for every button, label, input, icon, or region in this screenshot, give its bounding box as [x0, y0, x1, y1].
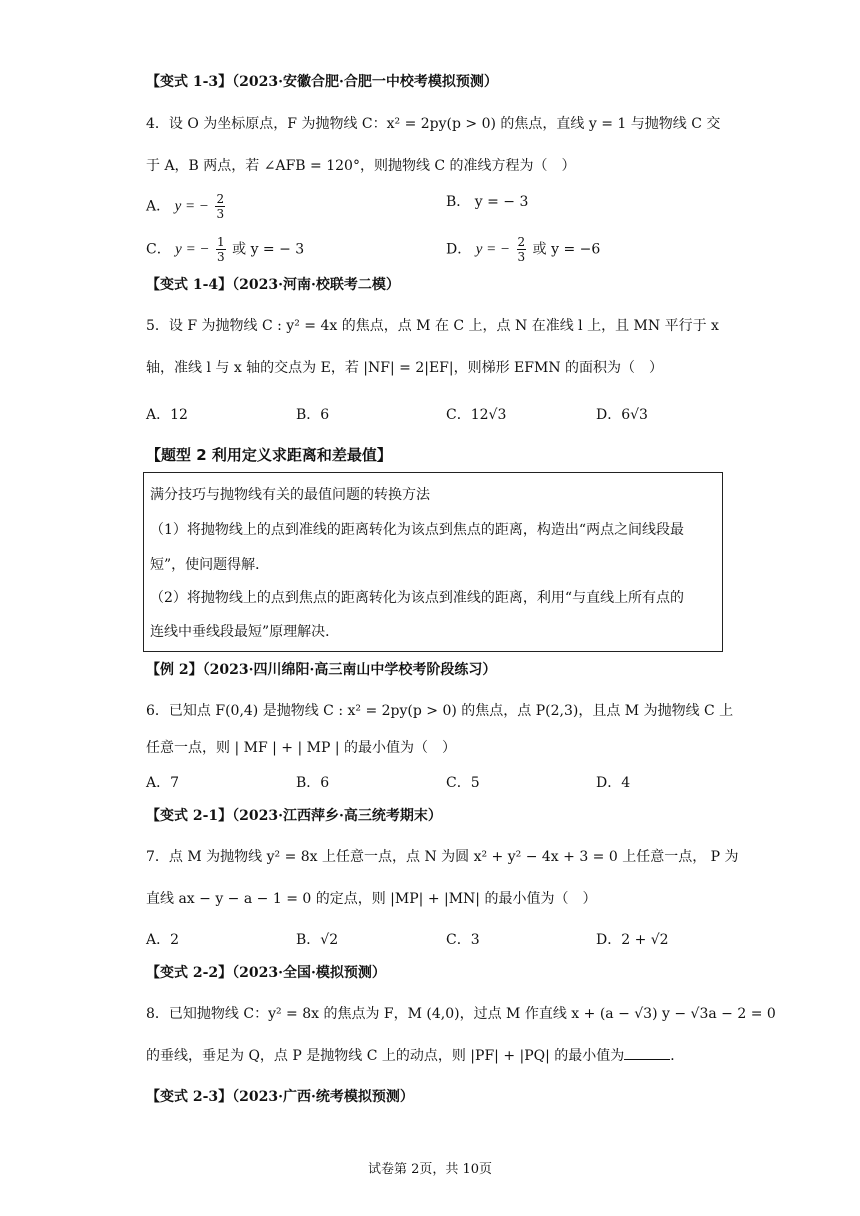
tip-1-line-1: （1）将抛物线上的点到准线的距离转化为该点到焦点的距离，构造出“两点之间线段最: [150, 522, 685, 538]
question-5-line-2: 轴，准线 l 与 x 轴的交点为 E，若 |NF| = 2|EF|，则梯形 EFMN 的面积为（ ）: [146, 360, 664, 376]
tip-2-line-2: 连线中垂线段最短”原理解决．: [150, 624, 340, 640]
fraction: $\frac{1}{3}$: [217, 235, 225, 264]
question-4-option-a: A． y = − $\frac{2}{3}$: [146, 192, 225, 221]
question-5-option-a: A．12: [146, 407, 188, 423]
tip-1-line-2: 短”，使问题得解．: [150, 557, 270, 573]
question-6-option-a: A．7: [146, 775, 180, 791]
section-title-type-2: 【题型 2 利用定义求距离和差最值】: [146, 446, 392, 464]
tip-2-line-1: （2）将抛物线上的点到焦点的距离转化为该点到准线的距离，利用“与直线上所有点的: [150, 590, 685, 606]
question-5-line-1: 5．设 F 为抛物线 C : y² = 4x 的焦点，点 M 在 C 上，点 N 在准线 l 上，且 MN 平行于 x: [146, 318, 719, 334]
question-7-line-1: 7．点 M 为抛物线 y² = 8x 上任意一点，点 N 为圆 x² + y² − 4x + 3 = 0 上任意一点， P 为: [146, 849, 739, 865]
variant-1-4-label: 【变式 1-4】（2023·河南·校联考二模）: [146, 277, 400, 293]
question-6-line-1: 6．已知点 F(0,4) 是抛物线 C : x² = 2py(p > 0) 的焦点，点 P(2,3)，且点 M 为抛物线 C 上: [146, 703, 734, 719]
question-4-option-d: D． y = − $\frac{2}{3}$ 或 y = −6: [446, 235, 601, 264]
question-7-line-2: 直线 ax − y − a − 1 = 0 的定点，则 |MP| + |MN| 的最小值为（ ）: [146, 891, 597, 907]
question-5-option-c: C．12√3: [446, 407, 507, 423]
tip-box: [143, 472, 723, 652]
page-footer: 试卷第 2页，共 10页: [367, 1162, 493, 1177]
question-6-line-2: 任意一点，则 | MF | + | MP | 的最小值为（ ）: [146, 740, 457, 756]
question-8-line-1: 8．已知抛物线 C：y² = 8x 的焦点为 F，M (4,0)，过点 M 作直线 x + (a − √3) y − √3a − 2 = 0: [146, 1006, 776, 1022]
question-6-option-b: B．6: [296, 775, 330, 791]
variant-2-2-label: 【变式 2-2】（2023·全国·模拟预测）: [146, 965, 386, 981]
question-5-option-b: B．6: [296, 407, 330, 423]
variant-1-3-label: 【变式 1-3】（2023·安徽合肥·合肥一中校考模拟预测）: [146, 74, 498, 90]
question-6-option-c: C．5: [446, 775, 480, 791]
fraction: $\frac{2}{3}$: [517, 235, 526, 264]
tip-title: 满分技巧与抛物线有关的最值问题的转换方法: [150, 487, 430, 503]
fraction: $\frac{2}{3}$: [216, 192, 225, 221]
question-5-option-d: D．6√3: [596, 407, 648, 423]
variant-2-3-label: 【变式 2-3】（2023·广西·统考模拟预测）: [146, 1089, 414, 1105]
question-6-option-d: D．4: [596, 775, 631, 791]
question-7-option-b: B．√2: [296, 932, 339, 948]
question-4-line-2: 于 A，B 两点，若 ∠AFB = 120°，则抛物线 C 的准线方程为（ ）: [146, 158, 576, 174]
answer-blank[interactable]: [624, 1045, 670, 1060]
question-8-line-2: 的垂线，垂足为 Q，点 P 是抛物线 C 上的动点，则 |PF| + |PQ| 的最小值为 ．: [146, 1045, 684, 1066]
question-7-option-d: D．2 + √2: [596, 932, 669, 948]
question-7-option-c: C．3: [446, 932, 480, 948]
question-4-option-c: C． y = − $\frac{1}{3}$ 或 y = − 3: [146, 235, 305, 264]
question-4-line-1: 4．设 O 为坐标原点，F 为抛物线 C：x² = 2py(p > 0) 的焦点，直线 y = 1 与抛物线 C 交: [146, 116, 721, 132]
example-2-label: 【例 2】（2023·四川绵阳·高三南山中学校考阶段练习）: [146, 662, 497, 678]
variant-2-1-label: 【变式 2-1】（2023·江西萍乡·高三统考期末）: [146, 808, 442, 824]
question-7-option-a: A．2: [146, 932, 180, 948]
question-4-option-b: B． y = − 3: [446, 194, 529, 210]
